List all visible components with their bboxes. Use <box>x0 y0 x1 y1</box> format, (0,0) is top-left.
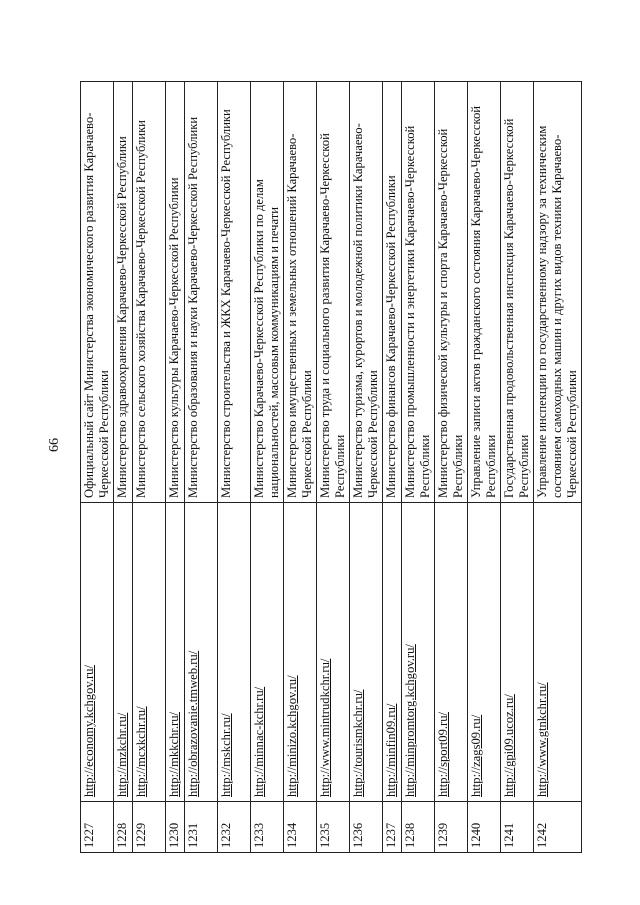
row-description: Министерство физической культуры и спорта Карачаево-Черкесской Республики <box>435 82 468 503</box>
row-number: 1241 <box>501 802 534 853</box>
row-description: Министерство промышленности и энергетики Карачаево-Черкесской Республики <box>402 82 435 503</box>
table-row <box>317 82 350 853</box>
row-link[interactable]: http://minfin09.ru/ <box>384 703 398 797</box>
row-link[interactable]: http://zags09.ru/ <box>469 714 483 797</box>
row-description: Официальный сайт Министерства экономического развития Карачаево-Черкесской Республики <box>81 82 114 503</box>
row-description: Министерство образования и науки Карачаево-Черкесской Республики <box>185 82 218 503</box>
row-number: 1232 <box>218 802 251 853</box>
table-row <box>402 82 435 853</box>
row-number: 1228 <box>114 802 133 853</box>
row-url-cell <box>185 503 218 802</box>
row-description: Министерство здравоохранения Карачаево-Черкесской Республики <box>114 82 133 503</box>
row-description: Министерство Карачаево-Черкесской Республики по делам национальностей, массовым коммуникациям и печати <box>251 82 284 503</box>
row-description: Министерство имущественных и земельных отношений Карачаево-Черкесской Республики <box>284 82 317 503</box>
row-link[interactable]: http://gpi09.ucoz.ru/ <box>502 694 516 797</box>
row-description: Министерство труда и социального развития Карачаево-Черкесской Республики <box>317 82 350 503</box>
row-number: 1237 <box>383 802 402 853</box>
row-number: 1242 <box>534 802 582 853</box>
row-url-cell <box>383 503 402 802</box>
row-description: Министерство культуры Карачаево-Черкесской Республики <box>166 82 185 503</box>
row-link[interactable]: http://mkkchr.ru/ <box>167 711 181 797</box>
table-row <box>383 82 402 853</box>
row-number: 1238 <box>402 802 435 853</box>
row-description: Управление записи актов гражданского состояния Карачаево-Черкесской Республики <box>468 82 501 503</box>
row-link[interactable]: http://sport09.ru/ <box>436 711 450 797</box>
row-url-cell <box>218 503 251 802</box>
row-url-cell <box>501 503 534 802</box>
row-number: 1233 <box>251 802 284 853</box>
row-url-cell <box>350 503 383 802</box>
sites-table <box>80 81 582 853</box>
row-description: Министерство финансов Карачаево-Черкесской Республики <box>383 82 402 503</box>
row-link[interactable]: http://mzkchr.ru/ <box>115 712 129 797</box>
row-description: Министерство сельского хозяйства Карачаево-Черкесской Республики <box>133 82 166 503</box>
row-url-cell <box>317 503 350 802</box>
table-row <box>534 82 582 853</box>
table-row <box>218 82 251 853</box>
table-row <box>251 82 284 853</box>
row-url-cell <box>402 503 435 802</box>
table-row <box>501 82 534 853</box>
row-link[interactable]: http://mskchr.ru/ <box>219 713 233 797</box>
row-description: Государственная продовольственная инспекция Карачаево-Черкесской Республики <box>501 82 534 503</box>
row-link[interactable]: http://economy.kchgov.ru/ <box>82 665 96 797</box>
row-description: Министерство строительства и ЖКХ Карачаево-Черкесской Республики <box>218 82 251 503</box>
table-row <box>81 82 114 853</box>
row-number: 1235 <box>317 802 350 853</box>
row-description: Управление инспекции по государственному надзору за техническим состоянием самоходных машин и других видов техники Карачаево-Черкесской Республики <box>534 82 582 503</box>
row-number: 1236 <box>350 802 383 853</box>
row-link[interactable]: http://tourismkchr.ru/ <box>351 689 365 797</box>
row-number: 1240 <box>468 802 501 853</box>
row-url-cell <box>284 503 317 802</box>
table-row <box>185 82 218 853</box>
row-url-cell <box>81 503 114 802</box>
row-link[interactable]: http://www.mintrudkchr.ru/ <box>318 658 332 797</box>
row-url-cell <box>114 503 133 802</box>
table-row <box>166 82 185 853</box>
row-url-cell <box>166 503 185 802</box>
table-row <box>350 82 383 853</box>
row-link[interactable]: http://minizo.kchgov.ru/ <box>285 675 299 797</box>
row-url-cell <box>534 503 582 802</box>
table-row <box>435 82 468 853</box>
row-link[interactable]: http://obrazovanie.tmweb.ru/ <box>186 650 200 797</box>
row-link[interactable]: http://www.gtnkchr.ru/ <box>535 682 549 797</box>
row-link[interactable]: http://mcxkchr.ru/ <box>134 706 148 797</box>
page-number: 66 <box>47 438 62 452</box>
row-url-cell <box>251 503 284 802</box>
table-row <box>284 82 317 853</box>
row-url-cell <box>133 503 166 802</box>
row-number: 1229 <box>133 802 166 853</box>
table-row <box>114 82 133 853</box>
sites-table-body <box>81 82 582 853</box>
row-number: 1230 <box>166 802 185 853</box>
row-url-cell <box>435 503 468 802</box>
table-row <box>133 82 166 853</box>
row-url-cell <box>468 503 501 802</box>
row-number: 1227 <box>81 802 114 853</box>
row-link[interactable]: http://minpromtorg.kchgov.ru/ <box>403 644 417 797</box>
row-description: Министерство туризма, курортов и молодежной политики Карачаево-Черкесской Республики <box>350 82 383 503</box>
row-number: 1234 <box>284 802 317 853</box>
row-number: 1239 <box>435 802 468 853</box>
table-row <box>468 82 501 853</box>
row-link[interactable]: http://minnac-kchr.ru/ <box>252 686 266 797</box>
row-number: 1231 <box>185 802 218 853</box>
rotated-page <box>80 81 620 853</box>
